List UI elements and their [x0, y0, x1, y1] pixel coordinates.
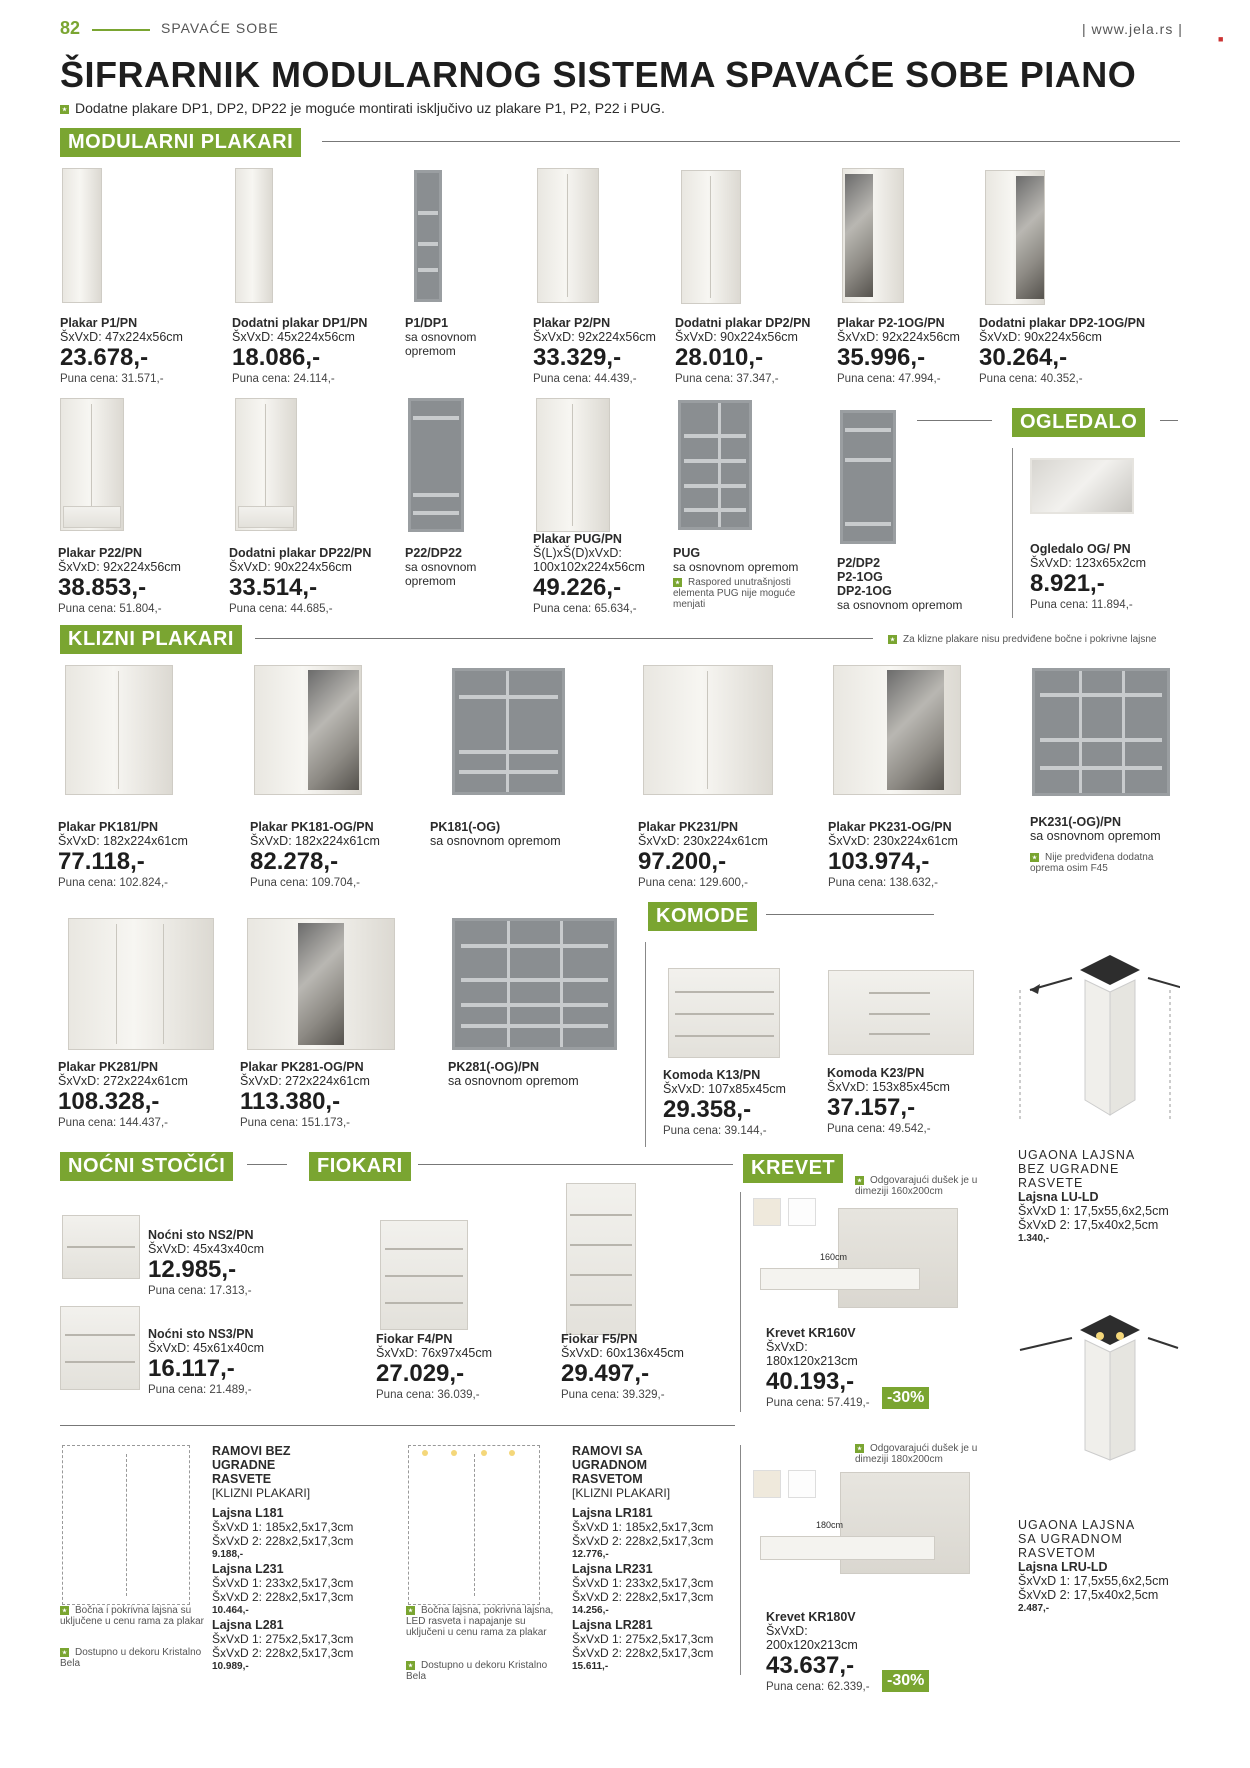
section-fiokari: FIOKARI [309, 1152, 411, 1181]
product-name: Lajsna L231 [212, 1562, 284, 1576]
product-pk281-og [240, 1060, 370, 1130]
product-dimensions: ŠxVxD 2: 228x2,5x17,3cm [572, 1590, 714, 1604]
product-name: Lajsna LR281 [572, 1618, 653, 1632]
star-bullet-icon [60, 1648, 69, 1657]
section-rule [322, 141, 1180, 142]
discount-badge: -30% [882, 1670, 929, 1692]
product-dimensions: ŠxVxD: [766, 1624, 808, 1638]
product-dimensions: ŠxVxD 2: 17,5x40x2,5cm [1018, 1588, 1159, 1602]
product-name: Lajsna LR181 [572, 1506, 653, 1520]
product-full-price: Puna cena: 138.632,- [828, 877, 938, 889]
product-full-price: Puna cena: 39.144,- [663, 1125, 767, 1137]
product-dimensions: ŠxVxD 1: 275x2,5x17,3cm [212, 1632, 354, 1646]
product-full-price: Puna cena: 62.339,- [766, 1681, 870, 1693]
product-dimensions: ŠxVxD: 47x224x56cm [60, 330, 183, 344]
product-name: Krevet KR180V [766, 1610, 856, 1624]
vertical-divider [1012, 448, 1013, 618]
product-price: 23.678,- [60, 344, 149, 371]
product-f4 [376, 1332, 492, 1402]
bed-180-note: Odgovarajući dušek je u dimeziji 180x200cm [855, 1443, 978, 1465]
section-krevet: KREVET [743, 1154, 843, 1183]
product-dimensions: ŠxVxD: 230x224x61cm [828, 834, 958, 848]
product-name: Plakar PK181-OG/PN [250, 820, 374, 834]
sliding-wardrobe-pk281-image [68, 918, 214, 1050]
section-rule [60, 1425, 735, 1426]
page-number: 82 [60, 18, 81, 38]
discount-badge: -30% [882, 1387, 929, 1409]
product-name: DP2-1OG [837, 584, 892, 598]
sliding-wardrobe-pk281-og-image [247, 918, 395, 1050]
frame-no-light-image [62, 1445, 190, 1605]
product-desc: opremom [405, 344, 456, 358]
vertical-divider [740, 1192, 741, 1412]
product-price: 43.637,- [766, 1652, 855, 1679]
product-full-price: Puna cena: 31.571,- [60, 373, 164, 385]
product-name: P2/DP2 [837, 556, 881, 570]
section-modularni: MODULARNI PLAKARI [60, 128, 301, 157]
bed-size-label: 180cm [816, 1520, 844, 1530]
product-desc: opremom [405, 574, 456, 588]
section-rule [917, 420, 992, 421]
product-price: 9.188,- [212, 1549, 244, 1560]
wardrobe-pug-image [536, 398, 610, 532]
product-full-price: Puna cena: 39.329,- [561, 1389, 665, 1401]
led-light-icon [481, 1450, 487, 1456]
product-price: 38.853,- [58, 574, 147, 601]
product-name: Dodatni plakar DP2/PN [675, 316, 811, 330]
product-price: 113.380,- [240, 1088, 341, 1115]
product-desc: sa osnovnom opremom [1030, 829, 1161, 843]
product-name: Fiokar F5/PN [561, 1332, 638, 1346]
product-name: Plakar P22/PN [58, 546, 143, 560]
product-name: Lajsna L281 [212, 1618, 284, 1632]
product-dimensions: ŠxVxD 2: 228x2,5x17,3cm [572, 1534, 714, 1548]
product-full-price: Puna cena: 24.114,- [232, 373, 335, 385]
bed-kr180v-image [760, 1472, 975, 1600]
section-rule [418, 1164, 733, 1165]
product-price: 12.985,- [148, 1256, 237, 1283]
product-dimensions: ŠxVxD 2: 17,5x40x2,5cm [1018, 1218, 1159, 1232]
wardrobe-p1-image [62, 168, 102, 303]
section-rule [255, 638, 873, 639]
corner-molding-lru-image [1010, 1310, 1180, 1485]
product-dimensions: ŠxVxD 1: 233x2,5x17,3cm [212, 1576, 354, 1590]
product-name: Dodatni plakar DP2-1OG/PN [979, 316, 1146, 330]
product-name: PK181(-OG) [430, 820, 501, 834]
wardrobe-p2-image [537, 168, 599, 303]
product-name: P22/DP22 [405, 546, 462, 560]
product-name: Plakar PK281-OG/PN [240, 1060, 364, 1074]
section-ogledalo: OGLEDALO [1012, 408, 1145, 437]
product-price: 33.329,- [533, 344, 622, 371]
sliding-wardrobe-pk181-image [65, 665, 173, 795]
product-dimensions: ŠxVxD: 90x224x56cm [979, 330, 1102, 344]
product-heading: RAMOVI BEZ [212, 1444, 291, 1458]
product-full-price: Puna cena: 21.489,- [148, 1384, 252, 1396]
pk231-note: Nije predviđena dodatna oprema osim F45 [1030, 852, 1154, 874]
corner-molding-drawing [1010, 950, 1180, 1125]
star-bullet-icon [406, 1661, 415, 1670]
product-heading: RASVETOM [572, 1472, 643, 1486]
product-dimensions: ŠxVxD 2: 228x2,5x17,3cm [212, 1590, 354, 1604]
product-name: PK231(-OG)/PN [1030, 815, 1121, 829]
product-pk231-og [828, 820, 958, 890]
product-dimensions: ŠxVxD: 107x85x45cm [663, 1082, 786, 1096]
wardrobe-dp1-image [235, 168, 273, 303]
product-p1-dp1 [405, 316, 476, 358]
website-link[interactable]: | www.jela.rs | [1082, 21, 1183, 37]
wardrobe-dp2-image [681, 170, 741, 304]
product-name: Lajsna LR231 [572, 1562, 653, 1576]
product-price: 29.358,- [663, 1096, 752, 1123]
section-komode: KOMODE [648, 902, 757, 931]
product-name: Dodatni plakar DP1/PN [232, 316, 368, 330]
chest-f5-image [566, 1183, 636, 1335]
product-desc: sa osnovnom opremom [673, 560, 799, 574]
product-price: 108.328,- [58, 1088, 160, 1115]
product-name: Komoda K13/PN [663, 1068, 761, 1082]
product-full-price: Puna cena: 65.634,- [533, 603, 637, 615]
product-full-price: Puna cena: 57.419,- [766, 1397, 870, 1409]
star-bullet-icon [855, 1176, 864, 1185]
vertical-divider [740, 1445, 741, 1675]
product-full-price: Puna cena: 11.894,- [1030, 599, 1133, 611]
header-divider [92, 29, 150, 31]
product-dimensions: ŠxVxD 2: 228x2,5x17,3cm [212, 1646, 354, 1660]
product-heading: RASVETE [1018, 1176, 1084, 1190]
star-bullet-icon [406, 1606, 415, 1615]
product-full-price: Puna cena: 151.173,- [240, 1117, 350, 1129]
product-dimensions: Š(L)xŠ(D)xVxD: [533, 546, 622, 560]
product-name: Plakar P2-1OG/PN [837, 316, 945, 330]
product-price: 29.497,- [561, 1360, 650, 1387]
star-bullet-icon [60, 105, 69, 114]
product-ns3 [148, 1327, 264, 1397]
product-dimensions: ŠxVxD 1: 185x2,5x17,3cm [212, 1520, 354, 1534]
product-name: Lajsna L181 [212, 1506, 284, 1520]
ramovi-bez-note1: Bočna i pokrivna lajsna su uključene u cenu rama za plakar [60, 1605, 204, 1627]
product-desc: sa osnovnom opremom [837, 598, 963, 612]
product-dp2 [675, 316, 810, 386]
product-dimensions: 180x120x213cm [766, 1354, 858, 1368]
product-dimensions: ŠxVxD 1: 275x2,5x17,3cm [572, 1632, 714, 1646]
product-heading: RASVETOM [1018, 1546, 1096, 1560]
product-dimensions: ŠxVxD: 45x224x56cm [232, 330, 355, 344]
sliding-wardrobe-pk281-interior-image [452, 918, 617, 1050]
product-price: 40.193,- [766, 1368, 855, 1395]
product-price: 28.010,- [675, 344, 764, 371]
led-light-icon [422, 1450, 428, 1456]
product-full-price: Puna cena: 129.600,- [638, 877, 748, 889]
product-name: Plakar P2/PN [533, 316, 611, 330]
product-dimensions: ŠxVxD: 92x224x56cm [837, 330, 960, 344]
product-dimensions: ŠxVxD: 90x224x56cm [229, 560, 352, 574]
product-heading: RASVETE [212, 1472, 272, 1486]
product-dimensions: 200x120x213cm [766, 1638, 858, 1652]
product-pk181 [58, 820, 188, 890]
nightstand-ns2-image [62, 1215, 140, 1279]
bed-frame [760, 1536, 935, 1560]
chest-f4-image [380, 1220, 468, 1330]
product-name: P2-1OG [837, 570, 883, 584]
product-dimensions: ŠxVxD: 76x97x45cm [376, 1346, 493, 1360]
star-bullet-icon [1030, 853, 1039, 862]
product-heading: UGRADNE [212, 1458, 276, 1472]
ramovi-sa-note2: Dostupno u dekoru Kristalno Bela [406, 1660, 548, 1682]
product-ramovi-bez [212, 1444, 353, 1674]
product-kr160v [766, 1326, 870, 1410]
product-full-price: Puna cena: 17.313,- [148, 1285, 252, 1297]
product-price: 2.487,- [1018, 1603, 1050, 1614]
product-desc: sa osnovnom [405, 330, 477, 344]
star-bullet-icon [673, 578, 682, 587]
product-name: Plakar PK281/PN [58, 1060, 159, 1074]
product-dimensions: ŠxVxD: 92x224x56cm [58, 560, 181, 574]
product-full-price: Puna cena: 40.352,- [979, 373, 1083, 385]
product-dimensions: ŠxVxD 1: 17,5x55,6x2,5cm [1018, 1574, 1169, 1588]
product-desc: sa osnovnom [405, 560, 477, 574]
klizni-note: Za klizne plakare nisu predviđene bočne i pokrivne lajsne [888, 634, 1156, 645]
product-desc: sa osnovnom opremom [448, 1074, 579, 1088]
product-dp2-1og [979, 316, 1145, 386]
product-dimensions: ŠxVxD: 92x224x56cm [533, 330, 656, 344]
product-dimensions: ŠxVxD 1: 185x2,5x17,3cm [572, 1520, 714, 1534]
product-heading: SA UGRADNOM [1018, 1532, 1123, 1546]
product-name: Dodatni plakar DP22/PN [229, 546, 372, 560]
product-price: 77.118,- [58, 848, 145, 875]
product-price: 10.989,- [212, 1661, 249, 1672]
product-price: 27.029,- [376, 1360, 465, 1387]
product-dimensions: ŠxVxD 2: 228x2,5x17,3cm [572, 1646, 714, 1660]
product-price: 10.464,- [212, 1605, 249, 1616]
product-name: Plakar PK231/PN [638, 820, 739, 834]
product-pk181-interior [430, 820, 561, 848]
product-desc: sa osnovnom opremom [430, 834, 561, 848]
product-price: 12.776,- [572, 1549, 609, 1560]
product-price: 30.264,- [979, 344, 1068, 371]
product-dimensions: ŠxVxD: [766, 1340, 808, 1354]
product-price: 8.921,- [1030, 570, 1105, 597]
section-rule [1160, 420, 1178, 421]
product-dimensions: ŠxVxD: 182x224x61cm [250, 834, 380, 848]
product-dimensions: ŠxVxD: 123x65x2cm [1030, 556, 1147, 570]
product-dimensions: ŠxVxD: 182x224x61cm [58, 834, 188, 848]
product-dp22 [229, 546, 371, 616]
product-k23 [827, 1066, 950, 1136]
product-pk281 [58, 1060, 188, 1130]
product-name: Plakar PK181/PN [58, 820, 159, 834]
product-price: 18.086,- [232, 344, 321, 371]
product-p22 [58, 546, 181, 616]
product-dimensions: 100x102x224x56cm [533, 560, 645, 574]
product-full-price: Puna cena: 144.437,- [58, 1117, 168, 1129]
product-name: Lajsna LU-LD [1018, 1190, 1099, 1204]
product-dimensions: ŠxVxD: 153x85x45cm [827, 1080, 950, 1094]
product-pk231-interior [1030, 815, 1161, 843]
wardrobe-dp2-1og-image [985, 170, 1045, 305]
product-lru-ld [1018, 1518, 1169, 1616]
bed-frame [760, 1268, 920, 1290]
product-heading: UGAONA LAJSNA [1018, 1518, 1136, 1532]
product-dimensions: ŠxVxD: 272x224x61cm [58, 1074, 188, 1088]
product-price: 14.256,- [572, 1605, 609, 1616]
pug-note: Raspored unutrašnjosti elementa PUG nije moguće menjati [673, 577, 796, 610]
brand-logo-icon: ■ [1218, 34, 1224, 44]
product-name: PK281(-OG)/PN [448, 1060, 539, 1074]
wardrobe-p1-dp1-interior-image [414, 170, 442, 302]
product-heading: RAMOVI SA [572, 1444, 643, 1458]
product-dimensions: ŠxVxD: 60x136x45cm [561, 1346, 684, 1360]
product-price: 97.200,- [638, 848, 727, 875]
product-pk231 [638, 820, 768, 890]
product-dimensions: ŠxVxD: 45x43x40cm [148, 1242, 265, 1256]
product-name: Plakar PUG/PN [533, 532, 622, 546]
product-name: Fiokar F4/PN [376, 1332, 453, 1346]
led-light-icon [509, 1450, 515, 1456]
sliding-wardrobe-pk231-image [643, 665, 773, 795]
product-og [1030, 542, 1146, 612]
star-bullet-icon [855, 1444, 864, 1453]
dresser-k23-image [828, 970, 974, 1055]
page-title: ŠIFRARNIK MODULARNOG SISTEMA SPAVAĆE SOBE PIANO [60, 54, 1137, 95]
product-name: Ogledalo OG/ PN [1030, 542, 1131, 556]
product-p2 [533, 316, 656, 386]
wardrobe-pug-interior-image [678, 400, 752, 530]
led-light-icon [451, 1450, 457, 1456]
product-pug-interior [673, 546, 798, 574]
product-name: P1/DP1 [405, 316, 449, 330]
product-price: 49.226,- [533, 574, 622, 601]
nightstand-ns3-image [60, 1306, 140, 1390]
wardrobe-p22-image [60, 398, 124, 531]
product-dimensions: ŠxVxD: 90x224x56cm [675, 330, 798, 344]
product-k13 [663, 1068, 786, 1138]
sliding-wardrobe-pk181-og-image [254, 665, 362, 795]
product-full-price: Puna cena: 44.439,- [533, 373, 637, 385]
product-full-price: Puna cena: 44.685,- [229, 603, 333, 615]
top-note: Dodatne plakare DP1, DP2, DP22 je moguće montirati isključivo uz plakare P1, P2, P22 i PUG. [60, 100, 665, 116]
bed-headboard [838, 1208, 958, 1308]
product-name: PUG [673, 546, 701, 560]
product-heading: UGRADNOM [572, 1458, 647, 1472]
product-dimensions: ŠxVxD 2: 228x2,5x17,3cm [212, 1534, 354, 1548]
product-price: 82.278,- [250, 848, 339, 875]
star-bullet-icon [888, 635, 897, 644]
corner-molding-drawing [1010, 1310, 1180, 1485]
product-p2-1og [837, 316, 960, 386]
wardrobe-dp22-image [235, 398, 297, 531]
product-price: 35.996,- [837, 344, 926, 371]
mirror-og-image [1030, 458, 1134, 514]
product-p2-dp2-interior [837, 556, 962, 612]
corner-molding-lu-image [1010, 950, 1180, 1125]
product-lu-ld [1018, 1148, 1169, 1246]
product-kr180v [766, 1610, 870, 1694]
product-pk281-interior [448, 1060, 579, 1088]
product-price: 16.117,- [148, 1355, 235, 1382]
product-name: Komoda K23/PN [827, 1066, 925, 1080]
product-full-price: Puna cena: 37.347,- [675, 373, 779, 385]
product-price: 1.340,- [1018, 1233, 1050, 1244]
bed-kr160v-image [760, 1208, 960, 1320]
vertical-divider [645, 942, 646, 1147]
sliding-wardrobe-pk231-interior-image [1032, 668, 1170, 796]
product-full-price: Puna cena: 36.039,- [376, 1389, 480, 1401]
bed-160-note: Odgovarajući dušek je u dimeziji 160x200cm [855, 1175, 978, 1197]
product-dimensions: ŠxVxD: 230x224x61cm [638, 834, 768, 848]
product-p1 [60, 316, 183, 386]
product-pug [533, 532, 645, 616]
wardrobe-p2-dp2-interior-image [840, 410, 896, 544]
product-full-price: Puna cena: 51.804,- [58, 603, 162, 615]
section-rule [766, 914, 934, 915]
product-full-price: Puna cena: 102.824,- [58, 877, 168, 889]
section-name: SPAVAĆE SOBE [161, 20, 279, 36]
frame-with-light-image [408, 1445, 540, 1605]
product-ns2 [148, 1228, 264, 1298]
product-name: Krevet KR160V [766, 1326, 856, 1340]
bed-size-label: 160cm [820, 1252, 848, 1262]
sliding-wardrobe-pk231-og-image [833, 665, 961, 795]
product-price: 37.157,- [827, 1094, 916, 1121]
product-heading: BEZ UGRADNE [1018, 1162, 1120, 1176]
ramovi-sa-note1: Bočna lajsna, pokrivna lajsna, LED rasveta i napajanje su uključeni u cenu rama za plakar [406, 1605, 554, 1638]
product-name: Plakar PK231-OG/PN [828, 820, 952, 834]
ramovi-bez-note2: Dostupno u dekoru Kristalno Bela [60, 1647, 202, 1669]
product-dimensions: ŠxVxD 1: 233x2,5x17,3cm [572, 1576, 714, 1590]
product-name: Noćni sto NS2/PN [148, 1228, 254, 1242]
product-name: Noćni sto NS3/PN [148, 1327, 254, 1341]
product-heading: [KLIZNI PLAKARI] [212, 1486, 311, 1500]
product-pk181-og [250, 820, 380, 890]
star-bullet-icon [60, 1606, 69, 1615]
product-price: 103.974,- [828, 848, 930, 875]
section-klizni: KLIZNI PLAKARI [60, 625, 242, 654]
product-ramovi-sa [572, 1444, 713, 1674]
product-full-price: Puna cena: 109.704,- [250, 877, 360, 889]
sliding-wardrobe-pk181-interior-image [452, 668, 565, 795]
product-name: Plakar P1/PN [60, 316, 138, 330]
product-heading: UGAONA LAJSNA [1018, 1148, 1136, 1162]
section-nocni: NOĆNI STOČIĆI [60, 1152, 233, 1181]
product-dimensions: ŠxVxD: 45x61x40cm [148, 1341, 265, 1355]
product-p22-dp22 [405, 546, 476, 588]
product-heading: [KLIZNI PLAKARI] [572, 1486, 671, 1500]
product-dimensions: ŠxVxD: 272x224x61cm [240, 1074, 370, 1088]
wardrobe-p2-1og-image [842, 168, 904, 303]
product-price: 33.514,- [229, 574, 318, 601]
product-f5 [561, 1332, 684, 1402]
product-full-price: Puna cena: 47.994,- [837, 373, 941, 385]
product-dp1 [232, 316, 367, 386]
dresser-k13-image [668, 968, 780, 1058]
product-full-price: Puna cena: 49.542,- [827, 1123, 931, 1135]
section-rule [247, 1164, 287, 1165]
product-dimensions: ŠxVxD 1: 17,5x55,6x2,5cm [1018, 1204, 1169, 1218]
product-price: 15.611,- [572, 1661, 609, 1672]
wardrobe-p22-dp22-interior-image [408, 398, 464, 532]
product-name: Lajsna LRU-LD [1018, 1560, 1108, 1574]
